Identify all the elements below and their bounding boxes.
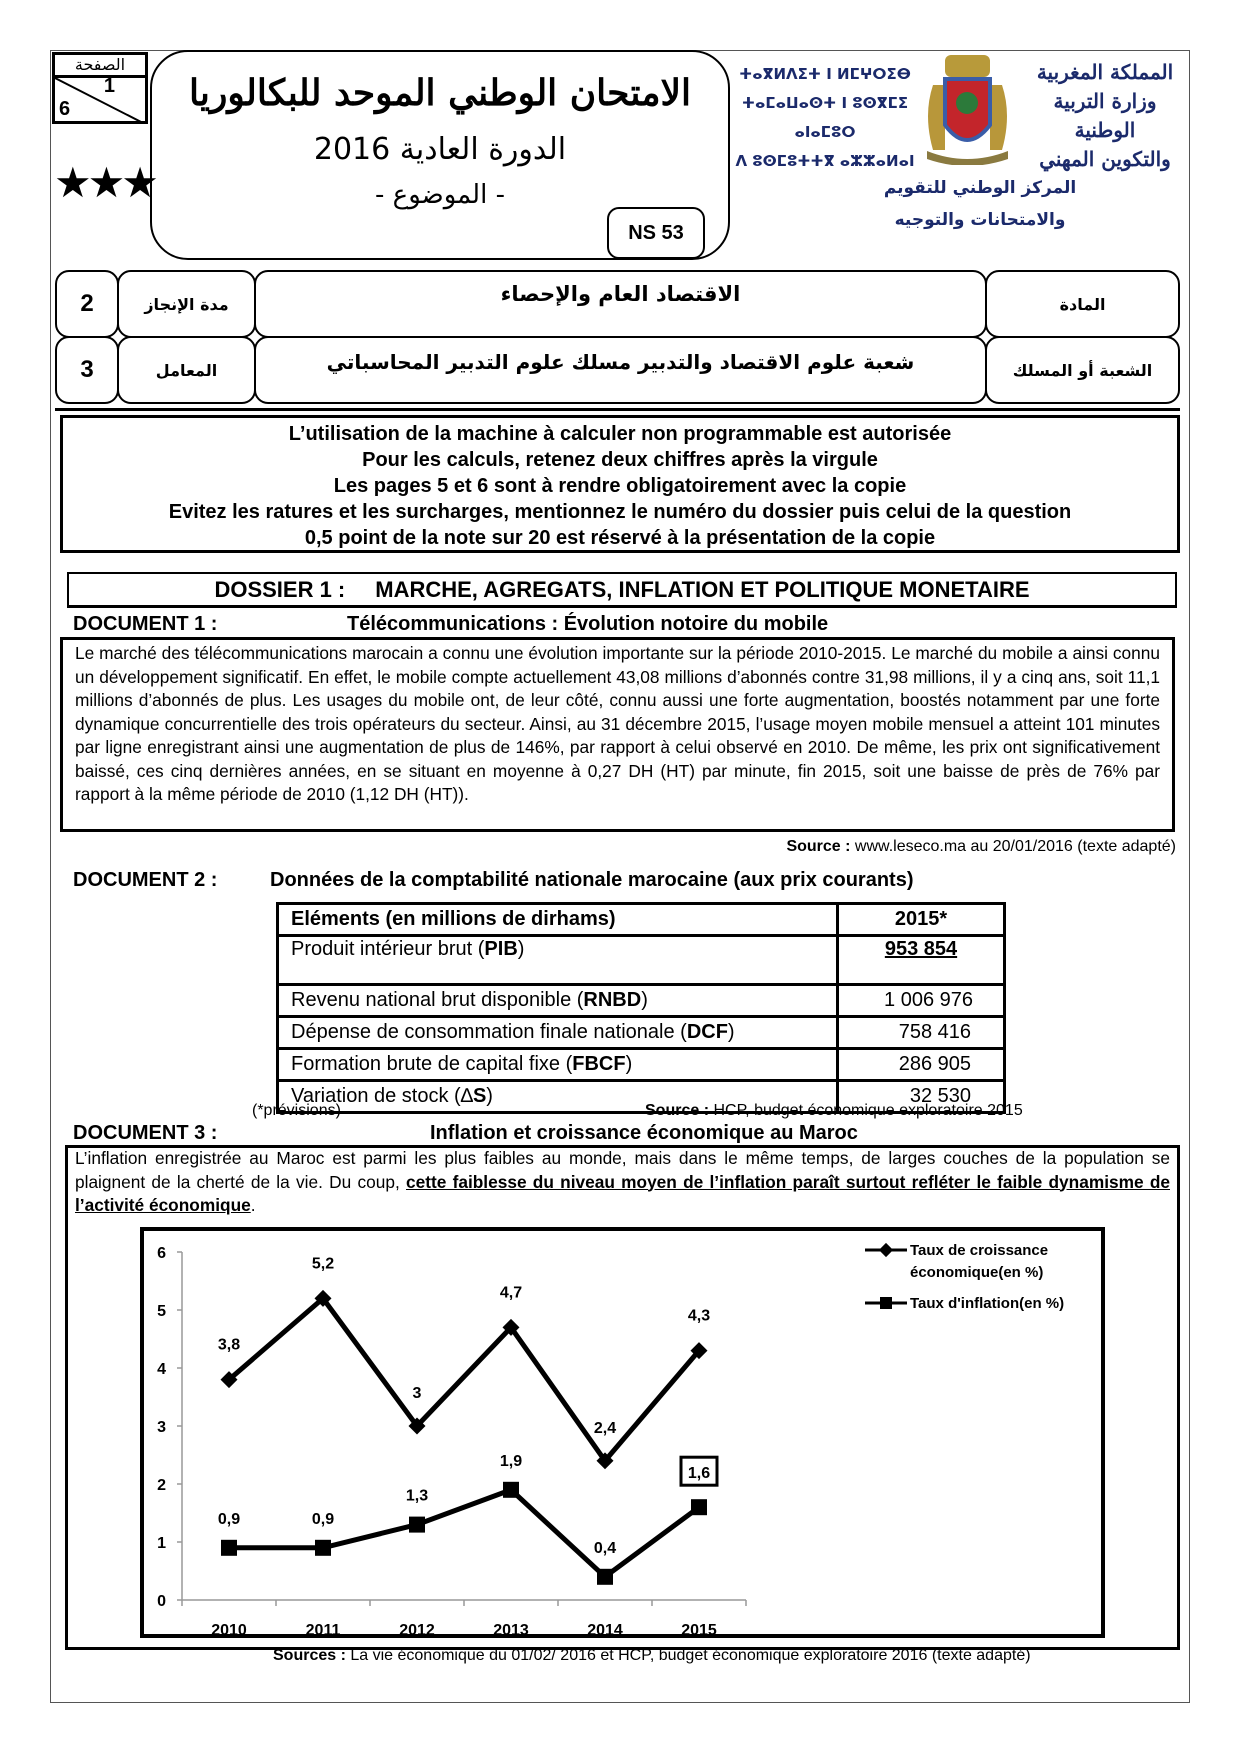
svg-text:0,9: 0,9 bbox=[217, 1510, 241, 1528]
doc1-source bbox=[786, 838, 1176, 856]
page-current: 1 bbox=[103, 75, 115, 97]
row-abbr: PIB bbox=[484, 938, 518, 960]
svg-text:2010: 2010 bbox=[211, 1622, 247, 1638]
svg-text:4,7: 4,7 bbox=[499, 1284, 523, 1302]
svg-text:2015: 2015 bbox=[681, 1622, 717, 1638]
row-label bbox=[278, 985, 838, 1017]
svg-text:5,2: 5,2 bbox=[311, 1255, 335, 1273]
doc1-text: Le marché des télécommunications marocain a connu une évolution importante sur la période 2010-2015. Le marché du mobile a ainsi connu un développement significatif. En effet, le mobile compte actuellement 43,08 millions d’abonnés contre 31,98 millions, il y a cinq ans, soit 11,1 millions d’abonnés de plus. Les usages du mobile ont, de leur côté, connu aussi une forte augmentation, boostés notamment par une forte dynamique concurrentielle des trois opérateurs du secteur. Ainsi, au 31 décembre 2015, l’usage moyen mobile mensuel a atteint 101 minutes par ligne enregistrant ainsi une augmentation de plus de 146%, par rapport à celui observé en 2010. De même, les prix ont significativement baissé, ces cinq dernières années, en se situant en moyenne à 0,27 DH (HT) par minute, fin 2015, soit une baisse de près de 76% par rapport à la même période de 2010 (1,12 DH (HT)). bbox=[60, 637, 1175, 832]
row-close: ) bbox=[625, 1053, 633, 1075]
page-total: 6 bbox=[59, 98, 71, 120]
header-cell: 2015* bbox=[838, 904, 1005, 936]
header-cell: Eléments (en millions de dirhams) bbox=[278, 904, 838, 936]
row-close: ) bbox=[486, 1085, 493, 1107]
doc3-label: DOCUMENT 3 : bbox=[73, 1122, 218, 1144]
row-name: Variation de stock (∆ bbox=[291, 1085, 473, 1107]
svg-text:4,3: 4,3 bbox=[687, 1307, 711, 1325]
tifinagh-line: ⵜⴰⴳⵍⴷⵉⵜ ⵏ ⵍⵎⵖⵔⵉⴱ bbox=[739, 65, 911, 83]
instruction-line: 0,5 point de la note sur 20 est réservé à la présentation de la copie bbox=[304, 527, 936, 549]
row-value: 32 530 bbox=[838, 1081, 1005, 1113]
evaluation-center-name bbox=[850, 172, 1110, 236]
subject-label: - الموضوع - bbox=[375, 180, 505, 210]
svg-text:3,8: 3,8 bbox=[217, 1336, 241, 1354]
dossier-title: MARCHE, AGREGATS, INFLATION ET POLITIQUE MONETAIRE bbox=[375, 577, 1030, 602]
track-value: شعبة علوم الاقتصاد والتدبير مسلك علوم التدبير المحاسباتي bbox=[254, 336, 987, 404]
svg-text:4: 4 bbox=[157, 1361, 166, 1378]
instruction-line: L’utilisation de la machine à calculer non programmable est autorisée bbox=[288, 423, 952, 445]
table-header-row bbox=[278, 904, 1005, 936]
exam-title: الامتحان الوطني الموحد للبكالوريا bbox=[188, 72, 692, 114]
page-number-box bbox=[52, 52, 148, 124]
row-name: Produit intérieur brut ( bbox=[291, 938, 485, 960]
svg-text:1,9: 1,9 bbox=[499, 1452, 523, 1470]
dossier-heading bbox=[67, 572, 1177, 608]
subject-field-label: المادة bbox=[985, 270, 1180, 338]
row-abbr: DCF bbox=[686, 1021, 728, 1043]
source-label: Sources : bbox=[273, 1647, 346, 1664]
row-name: Dépense de consommation finale nationale ( bbox=[291, 1021, 687, 1043]
svg-text:2: 2 bbox=[157, 1477, 166, 1494]
svg-text:2011: 2011 bbox=[305, 1622, 341, 1638]
row-label bbox=[278, 1017, 838, 1049]
svg-text:3: 3 bbox=[157, 1419, 166, 1436]
tifinagh-line: ⵜⴰⵎⴰⵡⴰⵙⵜ ⵏ ⵓⵙⴳⵎⵉ ⴰⵏⴰⵎⵓⵔ bbox=[741, 94, 909, 141]
doc3-text-emphasis: cette faiblesse du niveau moyen de l’inflation paraît surtout refléter le faible dynamisme de l’activité économique bbox=[75, 1171, 1170, 1215]
table-row bbox=[278, 1017, 1005, 1049]
exam-code: NS 53 bbox=[607, 207, 705, 259]
doc1-label: DOCUMENT 1 : bbox=[73, 613, 218, 635]
pib-value: 953 854 bbox=[884, 938, 958, 960]
row-abbr: FBCF bbox=[572, 1053, 626, 1075]
page-label: الصفحة bbox=[55, 55, 145, 78]
row-close: ) bbox=[641, 989, 648, 1011]
doc2-source bbox=[645, 1102, 1023, 1120]
svg-text:2,4: 2,4 bbox=[593, 1419, 617, 1437]
instruction-line: Evitez les ratures et les surcharges, mentionnez le numéro du dossier puis celui de la question bbox=[168, 501, 1072, 523]
doc3-text-plain: L’inflation enregistrée au Maroc est parmi les plus faibles au monde, mais dans le même temps, de larges couches de la population se plaignent de la cherté de la vie. Du coup, bbox=[75, 1148, 1170, 1192]
instructions-box bbox=[60, 415, 1180, 553]
ministry-line: وزارة التربية الوطنية bbox=[1053, 89, 1157, 142]
chart-axes bbox=[157, 1245, 746, 1638]
source-text: HCP, budget économique exploratoire 2015 bbox=[709, 1102, 1023, 1119]
row-name: Revenu national brut disponible ( bbox=[291, 989, 584, 1011]
doc2-note: (*prévisions) bbox=[252, 1102, 341, 1119]
row-abbr: RNBD bbox=[583, 989, 642, 1011]
row-value: 758 416 bbox=[838, 1017, 1005, 1049]
track-label: الشعبة أو المسلك bbox=[985, 336, 1180, 404]
svg-text:5: 5 bbox=[157, 1303, 166, 1320]
row-value: 286 905 bbox=[838, 1049, 1005, 1081]
row-label bbox=[278, 936, 838, 985]
coat-of-arms-icon bbox=[915, 55, 1020, 165]
row-name: Formation brute de capital fixe ( bbox=[291, 1053, 573, 1075]
ministry-name bbox=[1020, 58, 1190, 174]
doc3-text bbox=[75, 1147, 1170, 1218]
national-accounts-table bbox=[276, 902, 1006, 1114]
svg-text:économique(en %): économique(en %) bbox=[910, 1264, 1044, 1281]
row-label bbox=[278, 1049, 838, 1081]
svg-text:Taux de croissance: Taux de croissance bbox=[910, 1242, 1049, 1259]
doc2-title: Données de la comptabilité nationale marocaine (aux prix courants) bbox=[270, 869, 914, 891]
doc2-label: DOCUMENT 2 : bbox=[73, 869, 218, 891]
svg-text:0,4: 0,4 bbox=[593, 1539, 617, 1557]
row-value bbox=[838, 936, 1005, 985]
center-line: المركز الوطني للتقويم bbox=[883, 178, 1077, 198]
doc1-title: Télécommunications : Évolution notoire du mobile bbox=[347, 613, 829, 635]
tifinagh-line: ⴷ ⵓⵙⵎⵓⵜⵜⴳ ⴰⵣⵣⴰⵍⴰⵏ bbox=[735, 152, 915, 170]
svg-text:1,6: 1,6 bbox=[687, 1465, 711, 1483]
header-divider bbox=[55, 408, 1180, 411]
ministry-line: المملكة المغربية bbox=[1036, 60, 1174, 84]
coefficient-label: المعامل bbox=[117, 336, 256, 404]
source-text: La vie économique du 01/02/ 2016 et HCP, budget économique exploratoire 2016 (texte adapté) bbox=[345, 1647, 1031, 1664]
row-abbr: S bbox=[472, 1085, 487, 1107]
svg-text:3: 3 bbox=[412, 1385, 422, 1402]
instruction-line: Les pages 5 et 6 sont à rendre obligatoirement avec la copie bbox=[333, 475, 907, 497]
svg-text:6: 6 bbox=[157, 1245, 166, 1262]
svg-text:0: 0 bbox=[157, 1593, 166, 1610]
duration-value: 2 bbox=[55, 270, 119, 338]
center-line: والامتحانات والتوجيه bbox=[894, 210, 1066, 230]
doc3-title: Inflation et croissance économique au Maroc bbox=[430, 1122, 858, 1144]
table-row bbox=[278, 985, 1005, 1017]
session-label: الدورة العادية 2016 bbox=[313, 132, 567, 167]
svg-text:1: 1 bbox=[157, 1535, 166, 1552]
subject-value: الاقتصاد العام والإحصاء bbox=[254, 270, 987, 338]
doc3-source bbox=[273, 1647, 1031, 1665]
stars-icon: ★★★ bbox=[54, 159, 155, 206]
duration-label: مدة الإنجاز bbox=[117, 270, 256, 338]
row-close: ) bbox=[727, 1021, 735, 1043]
chart-legend bbox=[865, 1242, 1064, 1312]
svg-text:2013: 2013 bbox=[493, 1622, 529, 1638]
svg-text:2012: 2012 bbox=[399, 1622, 435, 1638]
source-label: Source : bbox=[645, 1102, 710, 1119]
table-row bbox=[278, 936, 1005, 985]
row-close: ) bbox=[517, 938, 525, 960]
line-chart bbox=[140, 1227, 1105, 1638]
coefficient-value: 3 bbox=[55, 336, 119, 404]
chart-series bbox=[218, 1255, 717, 1584]
source-label: Source : bbox=[786, 838, 851, 855]
svg-text:0,9: 0,9 bbox=[311, 1510, 335, 1528]
doc3-text-end: . bbox=[250, 1195, 256, 1215]
svg-text:1,3: 1,3 bbox=[405, 1487, 429, 1505]
instruction-line: Pour les calculs, retenez deux chiffres après la virgule bbox=[362, 449, 878, 471]
tifinagh-name bbox=[730, 60, 920, 176]
source-text: www.leseco.ma au 20/01/2016 (texte adapté) bbox=[850, 838, 1176, 855]
ministry-line: والتكوين المهني bbox=[1039, 147, 1171, 171]
row-value: 1 006 976 bbox=[838, 985, 1005, 1017]
svg-text:Taux d'inflation(en %): Taux d'inflation(en %) bbox=[910, 1295, 1065, 1312]
table-row bbox=[278, 1049, 1005, 1081]
dossier-label: DOSSIER 1 : bbox=[214, 577, 346, 602]
svg-text:2014: 2014 bbox=[587, 1622, 623, 1638]
